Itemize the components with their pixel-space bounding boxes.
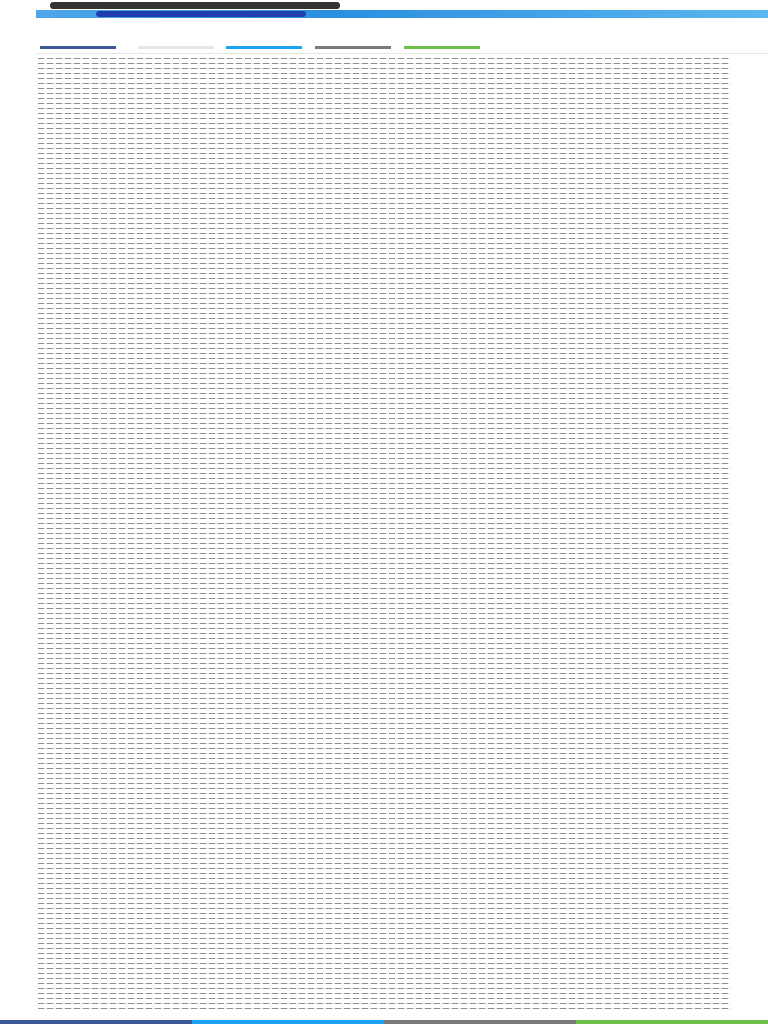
share-button-facebook[interactable] xyxy=(40,46,116,49)
site-logo[interactable] xyxy=(50,2,340,9)
share-button-other[interactable] xyxy=(404,46,480,49)
article-body xyxy=(38,58,730,1010)
share-button-email[interactable] xyxy=(315,46,391,49)
footer-segment xyxy=(576,1020,768,1024)
share-button-twitter[interactable] xyxy=(226,46,302,49)
nav-search-bar[interactable] xyxy=(96,11,306,17)
share-bar xyxy=(40,46,730,52)
site-header xyxy=(36,0,768,18)
footer-segment xyxy=(0,1020,192,1024)
header-divider xyxy=(36,53,768,54)
footer-segment xyxy=(384,1020,576,1024)
article-title xyxy=(40,24,730,46)
footer-color-bar xyxy=(0,1020,768,1024)
footer-segment xyxy=(192,1020,384,1024)
header-banner xyxy=(36,10,768,18)
share-button-secondary[interactable] xyxy=(138,46,214,49)
